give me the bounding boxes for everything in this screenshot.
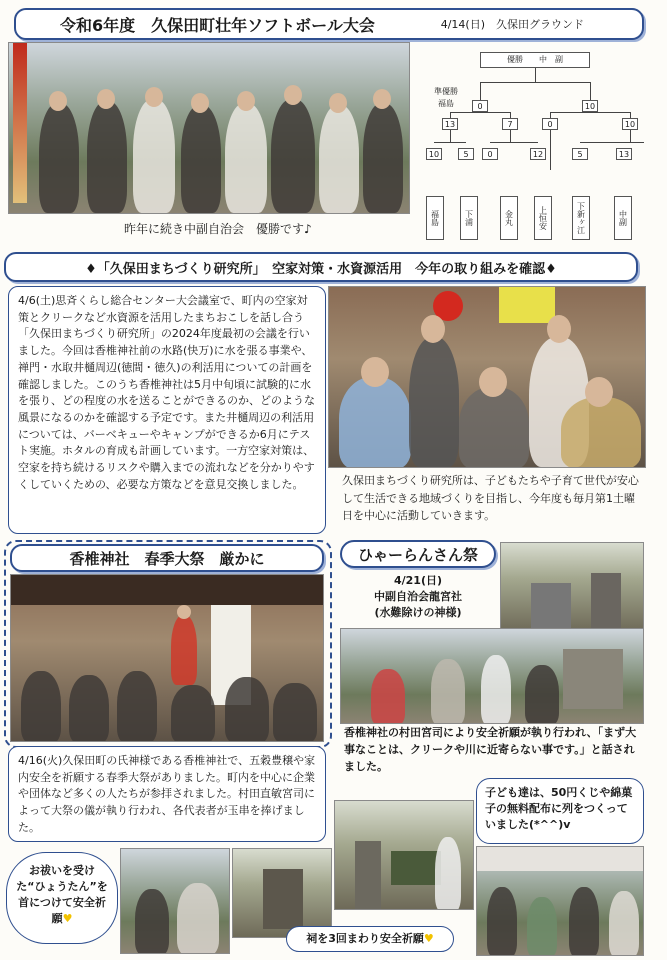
softball-title: 令和6年度 久保田町壮年ソフトボール大会 [60,15,375,35]
kids-bubble-text: 子ども達は、50円くじや綿菓子の無料配布に列をつくっていました(*^^)v [485,786,633,831]
hyaransan-title-area [340,540,496,626]
gourd-photo [120,848,230,954]
first-score-5: 5 [572,148,588,160]
research-body-text: 4/6(土)思斉くらし総合センター大会議室で、町内の空家対策とクリークなど水資源を活用したまちおこしを話し合う「久保田まちづくり研究所」の2024年度最初の会議を行いました。今回は香椎神社前の水路(快万)に水を張る事業や、禅門・水取井樋周辺(徳間・徳久)の利活用についての計画を確認しました。このうち香椎神社は5月中旬頃に試験的に水を張り、どの程度の水を送ることができるのか、どのような風景になるのかを確認する予定です。また井樋周辺の利活用については、バーベキューやキャンプができるか6月にテスト実施。ホタルの育成も計画しています。一方空家対策は、空家を持ち続けるリスクや購入までの流れなどを分かりやすくしていくための、必要な方策などを意見交換しました。 [18,294,315,491]
hyaransan-sub: (水難除けの神様) [374,606,462,619]
softball-title-box [14,8,644,40]
semi-score-3: 0 [542,118,558,130]
winner-box: 優勝 中 副 [480,52,590,68]
gourd-bubble-text: お祓いを受けた“ひょうたん”を首につけて安全祈願 [16,864,108,925]
heart-icon-2: ♥ [423,932,434,945]
team-1: 福島 [426,196,444,240]
first-score-1: 10 [426,148,442,160]
tournament-bracket [420,46,656,246]
logo-panel [499,287,555,323]
first-score-4: 12 [530,148,546,160]
kashii-body-text: 4/16(火)久保田町の氏神様である香椎神社で、五穀豊穣や家内安全を祈願する春季大祭がありました。町内を中心に企業や団体など多くの人たちが参拝されました。村田直敏宮司によって大祭の儀が執り行われ、各代表者が玉串を捧げました。 [18,754,316,834]
research-body [8,286,326,534]
softball-date-place: 4/14(日) 久保田グラウンド [440,18,584,31]
hyaransan-title: ひゃーらんさん祭 [357,545,478,564]
hyaransan-title-box [340,540,496,568]
softball-caption: 昨年に続き中副自治会 優勝です♪ [124,222,312,236]
shrine-bubble-text: 祠を3回まわり安全祈願 [306,932,424,945]
team-4: 上恒安 [534,196,552,240]
first-score-6: 13 [616,148,632,160]
runner-up-label: 準優勝 福島 [434,87,458,108]
hyaransan-caption: 香椎神社の村田宮司により安全祈願が執り行われ、「まず大事なことは、クリークや川に近寄らない事です。」と話されました。 [344,726,637,774]
research-caption: 久保田まちづくり研究所は、子どもたちや子育て世代が安心して生活できる地域づくりを目指し、今年度も毎月第1土曜日を中心に活動していきます。 [342,474,639,523]
shrine-walk-photo [232,848,332,938]
team-6: 中副 [614,196,632,240]
final-score-right: 10 [582,100,598,112]
hyaransan-place: 中副自治会龍宮社 [374,590,462,603]
final-score-left: 0 [472,100,488,112]
banner-flag [13,43,27,203]
semi-score-2: 7 [502,118,518,130]
first-score-2: 5 [458,148,474,160]
kashii-ceremony-photo [10,574,324,742]
shrine-bubble [286,926,454,952]
heart-icon: ♥ [62,911,73,925]
kashii-title-box [10,544,324,572]
research-meeting-photo [328,286,646,468]
hyaransan-date: 4/21(日) [393,574,443,587]
team-3: 金丸 [500,196,518,240]
team-5: 下新ヶ江 [572,196,590,240]
gourd-bubble [6,852,118,944]
hyaransan-prayer-photo [340,628,644,724]
team-2: 下浦 [460,196,478,240]
kashii-title: 香椎神社 春季大祭 厳かに [69,549,265,568]
softball-team-photo [8,42,410,214]
kids-bubble [476,778,644,844]
semi-score-4: 10 [622,118,638,130]
research-title: ♦「久保田まちづくり研究所」 空家対策・水資源活用 今年の取り組みを確認♦ [85,261,557,277]
first-score-3: 0 [482,148,498,160]
semi-score-1: 13 [442,118,458,130]
hyaransan-offering-photo [334,800,474,910]
kashii-body [8,746,326,842]
hyaransan-shrine-photo-top [500,542,644,632]
research-title-box [4,252,638,282]
hyaransan-kids-photo [476,846,644,956]
